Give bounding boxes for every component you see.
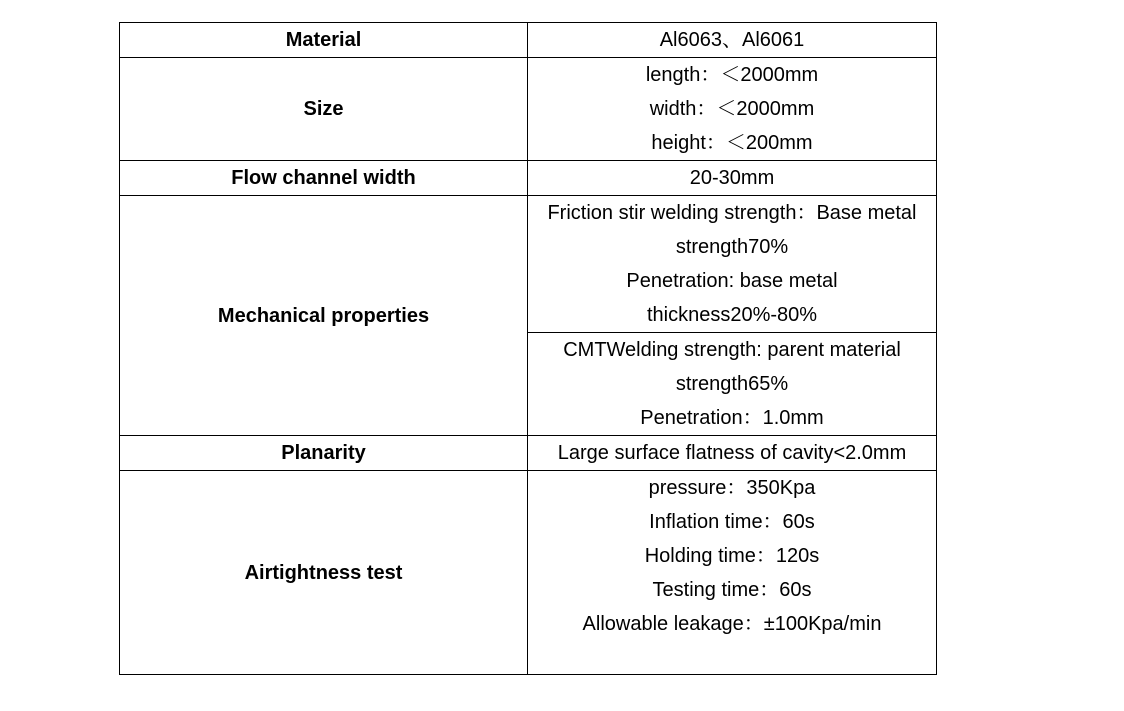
mechanical-properties-label: Mechanical properties <box>120 196 528 436</box>
friction-line-4: thickness20%-80% <box>646 304 818 326</box>
cmt-line-3: Penetration：1.0mm <box>640 407 824 429</box>
air-pressure: pressure：350Kpa <box>648 477 816 499</box>
size-label: Size <box>120 58 528 161</box>
cmt-line-2: strength65% <box>675 373 789 395</box>
table-row-material <box>120 23 937 58</box>
material-label: Material <box>120 23 528 58</box>
table-row-mechanical-friction <box>120 196 937 333</box>
flow-channel-value: 20-30mm <box>528 161 937 196</box>
table-row-flow-channel <box>120 161 937 196</box>
material-value: Al6063、Al6061 <box>528 23 937 58</box>
planarity-label: Planarity <box>120 436 528 471</box>
table-row-airtightness <box>120 471 937 675</box>
cmt-welding-value <box>528 333 937 436</box>
air-inflation-time: Inflation time：60s <box>649 511 815 533</box>
friction-line-2: strength70% <box>675 236 789 258</box>
airtightness-label: Airtightness test <box>120 471 528 675</box>
size-length: length：＜2000mm <box>645 64 819 86</box>
friction-welding-value <box>528 196 937 333</box>
table-row-planarity <box>120 436 937 471</box>
specification-table <box>119 22 937 675</box>
size-height: height：＜200mm <box>651 132 813 154</box>
planarity-value: Large surface flatness of cavity<2.0mm <box>528 436 937 471</box>
air-holding-time: Holding time：120s <box>644 545 820 567</box>
size-width: width：＜2000mm <box>649 98 815 120</box>
table-row-size <box>120 58 937 161</box>
friction-line-1: Friction stir welding strength：Base metal <box>547 202 917 224</box>
air-testing-time: Testing time：60s <box>652 579 812 601</box>
airtightness-value <box>528 471 937 675</box>
air-allowable-leakage: Allowable leakage：±100Kpa/min <box>582 613 882 635</box>
flow-channel-label: Flow channel width <box>120 161 528 196</box>
friction-line-3: Penetration: base metal <box>626 270 838 292</box>
size-value <box>528 58 937 161</box>
cmt-line-1: CMTWelding strength: parent material <box>563 339 901 361</box>
